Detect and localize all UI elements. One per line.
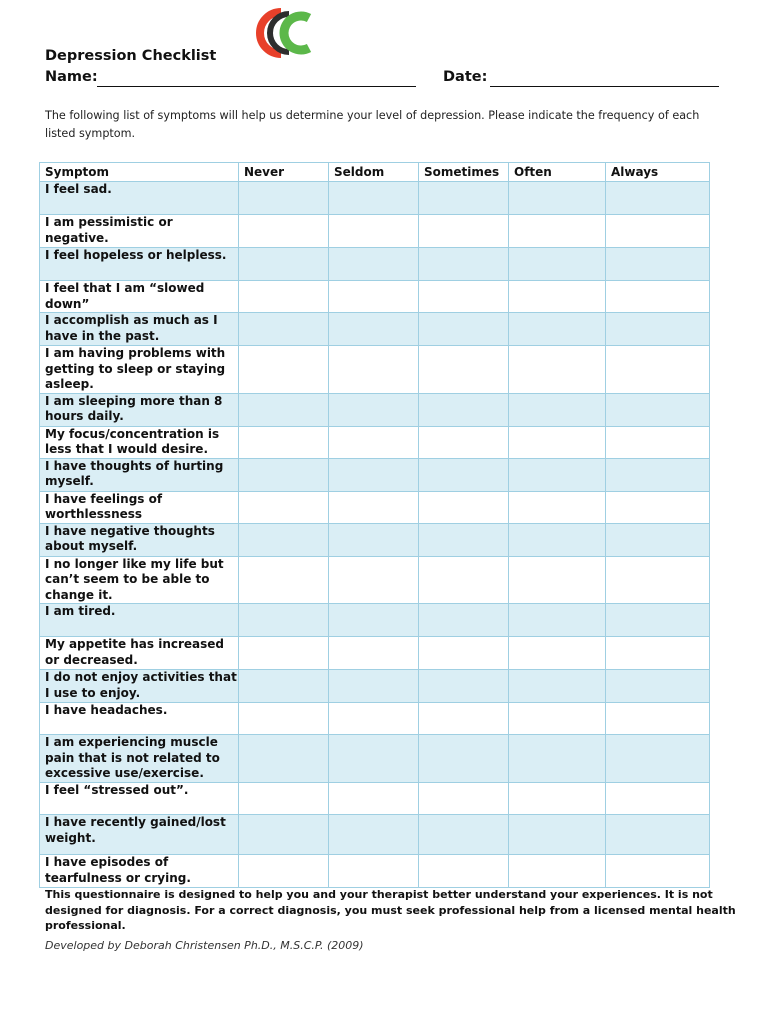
date-field[interactable]: [490, 86, 719, 87]
intro-text: The following list of symptoms will help us determine your level of depression. Please indicate the frequency of each listed symptom.: [45, 109, 700, 140]
frequency-cell-never[interactable]: [239, 523, 329, 556]
symptom-label: I am tired.: [40, 604, 239, 637]
frequency-cell-sometimes[interactable]: [419, 783, 509, 815]
symptom-label: My focus/concentration is less that I would desire.: [40, 426, 239, 458]
frequency-cell-always[interactable]: [606, 426, 710, 458]
symptom-label: I feel hopeless or helpless.: [40, 248, 239, 281]
frequency-cell-seldom[interactable]: [329, 248, 419, 281]
symptom-label: I feel “stressed out”.: [40, 783, 239, 815]
frequency-cell-often[interactable]: [509, 556, 606, 604]
frequency-cell-often[interactable]: [509, 182, 606, 215]
frequency-cell-never[interactable]: [239, 670, 329, 703]
table-row: [40, 637, 710, 670]
table-row: [40, 426, 710, 458]
frequency-cell-never[interactable]: [239, 215, 329, 248]
frequency-cell-always[interactable]: [606, 281, 710, 313]
name-field[interactable]: [97, 86, 416, 87]
table-row: [40, 182, 710, 215]
table-row: [40, 855, 710, 888]
frequency-cell-sometimes[interactable]: [419, 458, 509, 491]
table-row: [40, 313, 710, 346]
frequency-cell-never[interactable]: [239, 182, 329, 215]
symptom-label: I am experiencing muscle pain that is not related to excessive use/exercise.: [40, 735, 239, 783]
author-credit: Developed by Deborah Christensen Ph.D., M.S.C.P. (2009): [45, 939, 364, 952]
frequency-cell-always[interactable]: [606, 313, 710, 346]
frequency-cell-often[interactable]: [509, 604, 606, 637]
frequency-cell-always[interactable]: [606, 393, 710, 426]
table-header-row: [40, 163, 710, 182]
column-header-sometimes: Sometimes: [419, 163, 509, 182]
frequency-cell-seldom[interactable]: [329, 182, 419, 215]
symptom-label: I am sleeping more than 8 hours daily.: [40, 393, 239, 426]
frequency-cell-often[interactable]: [509, 637, 606, 670]
symptom-label: My appetite has increased or decreased.: [40, 637, 239, 670]
frequency-cell-often[interactable]: [509, 393, 606, 426]
frequency-cell-always[interactable]: [606, 703, 710, 735]
frequency-cell-never[interactable]: [239, 604, 329, 637]
frequency-cell-never[interactable]: [239, 556, 329, 604]
frequency-cell-sometimes[interactable]: [419, 735, 509, 783]
frequency-cell-often[interactable]: [509, 491, 606, 523]
frequency-cell-sometimes[interactable]: [419, 670, 509, 703]
column-header-often: Often: [509, 163, 606, 182]
frequency-cell-sometimes[interactable]: [419, 393, 509, 426]
table-row: [40, 393, 710, 426]
frequency-cell-never[interactable]: [239, 815, 329, 855]
frequency-cell-always[interactable]: [606, 491, 710, 523]
frequency-cell-often[interactable]: [509, 523, 606, 556]
frequency-cell-seldom[interactable]: [329, 281, 419, 313]
symptom-label: I have negative thoughts about myself.: [40, 523, 239, 556]
frequency-cell-seldom[interactable]: [329, 313, 419, 346]
table-row: [40, 703, 710, 735]
frequency-cell-often[interactable]: [509, 346, 606, 394]
table-row: [40, 491, 710, 523]
table-row: [40, 735, 710, 783]
symptom-label: I have episodes of tearfulness or crying.: [40, 855, 239, 888]
frequency-cell-seldom[interactable]: [329, 393, 419, 426]
frequency-cell-always[interactable]: [606, 735, 710, 783]
symptom-label: I am pessimistic or negative.: [40, 215, 239, 248]
frequency-cell-always[interactable]: [606, 637, 710, 670]
table-row: [40, 458, 710, 491]
disclaimer-text: This questionnaire is designed to help you and your therapist better understand your experiences. It is not designed for diagnosis. For a correct diagnosis, you must seek professional help from a licensed mental health professional.: [45, 888, 736, 932]
frequency-cell-never[interactable]: [239, 735, 329, 783]
frequency-cell-often[interactable]: [509, 735, 606, 783]
name-label: Name:: [45, 69, 98, 85]
frequency-cell-always[interactable]: [606, 248, 710, 281]
frequency-cell-sometimes[interactable]: [419, 637, 509, 670]
frequency-cell-seldom[interactable]: [329, 604, 419, 637]
frequency-cell-sometimes[interactable]: [419, 491, 509, 523]
symptom-label: I have recently gained/lost weight.: [40, 815, 239, 855]
frequency-cell-seldom[interactable]: [329, 670, 419, 703]
frequency-cell-sometimes[interactable]: [419, 556, 509, 604]
frequency-cell-always[interactable]: [606, 215, 710, 248]
frequency-cell-often[interactable]: [509, 458, 606, 491]
table-row: [40, 248, 710, 281]
frequency-cell-never[interactable]: [239, 703, 329, 735]
symptom-label: I do not enjoy activities that I use to enjoy.: [40, 670, 239, 703]
frequency-cell-always[interactable]: [606, 670, 710, 703]
frequency-cell-never[interactable]: [239, 783, 329, 815]
frequency-cell-sometimes[interactable]: [419, 346, 509, 394]
frequency-cell-often[interactable]: [509, 313, 606, 346]
symptom-label: I no longer like my life but can’t seem to be able to change it.: [40, 556, 239, 604]
frequency-cell-sometimes[interactable]: [419, 215, 509, 248]
frequency-cell-often[interactable]: [509, 426, 606, 458]
symptom-table: [39, 162, 710, 888]
frequency-cell-sometimes[interactable]: [419, 855, 509, 888]
table-row: [40, 215, 710, 248]
frequency-cell-never[interactable]: [239, 458, 329, 491]
table-row: [40, 556, 710, 604]
table-row: [40, 523, 710, 556]
frequency-cell-often[interactable]: [509, 855, 606, 888]
frequency-cell-never[interactable]: [239, 491, 329, 523]
frequency-cell-sometimes[interactable]: [419, 604, 509, 637]
frequency-cell-never[interactable]: [239, 313, 329, 346]
table-row: [40, 604, 710, 637]
column-header-seldom: Seldom: [329, 163, 419, 182]
table-row: [40, 346, 710, 394]
frequency-cell-sometimes[interactable]: [419, 815, 509, 855]
symptom-label: I feel sad.: [40, 182, 239, 215]
frequency-cell-seldom[interactable]: [329, 346, 419, 394]
frequency-cell-never[interactable]: [239, 855, 329, 888]
table-row: [40, 815, 710, 855]
frequency-cell-seldom[interactable]: [329, 783, 419, 815]
page-title: Depression Checklist: [45, 48, 217, 64]
frequency-cell-never[interactable]: [239, 426, 329, 458]
frequency-cell-seldom[interactable]: [329, 637, 419, 670]
frequency-cell-seldom[interactable]: [329, 523, 419, 556]
frequency-cell-always[interactable]: [606, 783, 710, 815]
frequency-cell-seldom[interactable]: [329, 458, 419, 491]
frequency-cell-sometimes[interactable]: [419, 703, 509, 735]
frequency-cell-never[interactable]: [239, 346, 329, 394]
frequency-cell-always[interactable]: [606, 815, 710, 855]
frequency-cell-often[interactable]: [509, 215, 606, 248]
frequency-cell-seldom[interactable]: [329, 491, 419, 523]
frequency-cell-always[interactable]: [606, 182, 710, 215]
symptom-label: I have headaches.: [40, 703, 239, 735]
table-row: [40, 783, 710, 815]
cc-logo: [251, 8, 315, 58]
frequency-cell-often[interactable]: [509, 248, 606, 281]
frequency-cell-seldom[interactable]: [329, 855, 419, 888]
frequency-cell-sometimes[interactable]: [419, 182, 509, 215]
column-header-never: Never: [239, 163, 329, 182]
frequency-cell-seldom[interactable]: [329, 556, 419, 604]
frequency-cell-seldom[interactable]: [329, 426, 419, 458]
frequency-cell-sometimes[interactable]: [419, 313, 509, 346]
frequency-cell-seldom[interactable]: [329, 815, 419, 855]
symptom-label: I have feelings of worthlessness: [40, 491, 239, 523]
symptom-label: I have thoughts of hurting myself.: [40, 458, 239, 491]
frequency-cell-often[interactable]: [509, 703, 606, 735]
symptom-label: I am having problems with getting to sleep or staying asleep.: [40, 346, 239, 394]
frequency-cell-often[interactable]: [509, 815, 606, 855]
symptom-label: I accomplish as much as I have in the past.: [40, 313, 239, 346]
frequency-cell-often[interactable]: [509, 281, 606, 313]
frequency-cell-sometimes[interactable]: [419, 426, 509, 458]
frequency-cell-sometimes[interactable]: [419, 248, 509, 281]
frequency-cell-seldom[interactable]: [329, 735, 419, 783]
table-row: [40, 281, 710, 313]
frequency-cell-often[interactable]: [509, 783, 606, 815]
frequency-cell-seldom[interactable]: [329, 703, 419, 735]
frequency-cell-seldom[interactable]: [329, 215, 419, 248]
date-label: Date:: [443, 69, 488, 85]
frequency-cell-always[interactable]: [606, 523, 710, 556]
table-row: [40, 670, 710, 703]
frequency-cell-often[interactable]: [509, 670, 606, 703]
frequency-cell-always[interactable]: [606, 604, 710, 637]
frequency-cell-never[interactable]: [239, 248, 329, 281]
column-header-symptom: Symptom: [40, 163, 239, 182]
symptom-label: I feel that I am “slowed down”: [40, 281, 239, 313]
frequency-cell-always[interactable]: [606, 556, 710, 604]
frequency-cell-sometimes[interactable]: [419, 281, 509, 313]
frequency-cell-sometimes[interactable]: [419, 523, 509, 556]
frequency-cell-never[interactable]: [239, 637, 329, 670]
frequency-cell-always[interactable]: [606, 458, 710, 491]
frequency-cell-always[interactable]: [606, 346, 710, 394]
frequency-cell-never[interactable]: [239, 281, 329, 313]
frequency-cell-never[interactable]: [239, 393, 329, 426]
frequency-cell-always[interactable]: [606, 855, 710, 888]
column-header-always: Always: [606, 163, 710, 182]
